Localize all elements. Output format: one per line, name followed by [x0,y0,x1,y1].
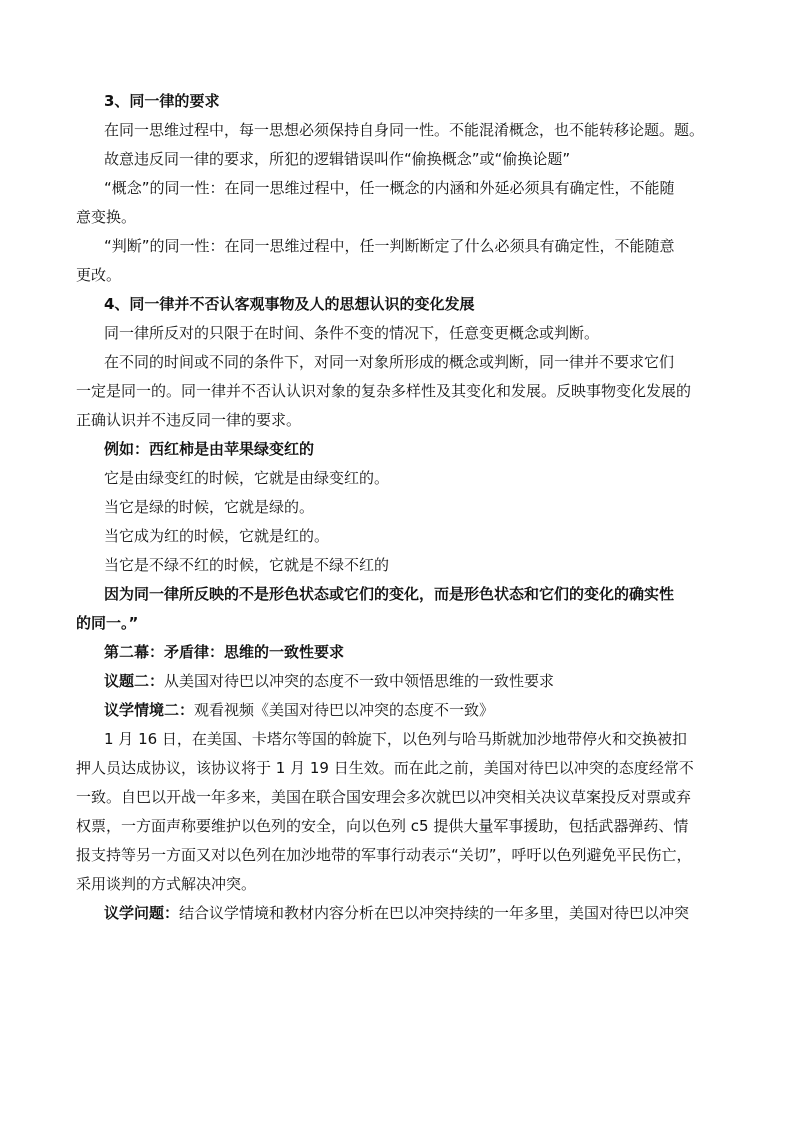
example-line-1: 它是由绿变红的时候，它就是由绿变红的。 [104,469,390,487]
section4-paragraph-2-line-1: 在不同的时间或不同的条件下，对同一对象所形成的概念或判断，同一律并不要求它们 [104,353,675,371]
section4-paragraph-2-line-3: 正确认识并不违反同一律的要求。 [76,411,302,429]
section4-paragraph-1: 同一律所反对的只限于在时间、条件不变的情况下，任意变更概念或判断。 [104,324,600,342]
act2-scenario [76,697,726,723]
act2-topic [76,668,726,694]
example-conclusion-line-1: 因为同一律所反映的不是形色状态或它们的变化，而是形色状态和它们的变化的确实性 [104,585,675,603]
section3-paragraph-1: 在同一思维过程中，每一思想必须保持自身同一性。不能混淆概念，也不能转移论题。题。 [104,121,705,139]
section3-paragraph-4-line-1: “判断”的同一性：在同一思维过程中，任一判断断定了什么必须具有确定性，不能随意 [104,237,675,255]
example-conclusion-line-2: 的同一。” [76,614,139,632]
act2-heading: 第二幕：矛盾律：思维的一致性要求 [104,643,345,661]
section3-paragraph-3-line-2: 意变换。 [76,208,137,226]
section4-paragraph-2-line-2: 一定是同一的。同一律并不否认认识对象的复杂多样性及其变化和发展。反映事物变化发展的 [76,382,692,400]
example-line-2: 当它是绿的时候，它就是绿的。 [104,498,315,516]
act2-topic-label: 议题二： [104,672,165,690]
document-page [76,88,726,929]
example-heading: 例如：西红柿是由苹果绿变红的 [104,440,315,458]
example-line-4: 当它是不绿不红的时候，它就是不绿不红的 [104,556,390,574]
act2-paragraph-line-6: 采用谈判的方式解决冲突。 [76,875,257,893]
act2-topic-text: 从美国对待巴以冲突的态度不一致中领悟思维的一致性要求 [164,672,555,690]
act2-scenario-label: 议学情境二： [104,701,195,719]
section4-heading: 4、同一律并不否认客观事物及人的思想认识的变化发展 [104,295,475,313]
act2-paragraph-line-5: 报支持等另一方面又对以色列在加沙地带的军事行动表示“关切”，呼吁以色列避免平民伤亡， [76,846,692,864]
section3-paragraph-4-line-2: 更改。 [76,266,122,284]
act2-question-label: 议学问题： [104,904,180,922]
section3-paragraph-3-line-1: “概念”的同一性：在同一思维过程中，任一概念的内涵和外延必须具有确定性，不能随 [104,179,675,197]
example-line-3: 当它成为红的时候，它就是红的。 [104,527,330,545]
act2-question-text: 结合议学情境和教材内容分析在巴以冲突持续的一年多里，美国对待巴以冲突 [179,904,690,922]
section3-heading: 3、同一律的要求 [104,92,220,110]
act2-question [76,900,726,926]
act2-paragraph-line-2: 押人员达成协议，该协议将于 1 月 19 日生效。而在此之前，美国对待巴以冲突的态度经常不 [76,759,694,777]
section3-paragraph-2: 故意违反同一律的要求，所犯的逻辑错误叫作“偷换概念”或“偷换论题” [104,150,571,168]
act2-paragraph-line-1: 1 月 16 日，在美国、卡塔尔等国的斡旋下，以色列与哈马斯就加沙地带停火和交换被扣 [104,730,687,748]
act2-paragraph-line-4: 权票，一方面声称要维护以色列的安全，向以色列 c5 提供大量军事援助，包括武器弹药、情 [76,817,689,835]
act2-scenario-text: 观看视频《美国对待巴以冲突的态度不一致》 [194,701,495,719]
act2-paragraph-line-3: 一致。自巴以开战一年多来，美国在联合国安理会多次就巴以冲突相关决议草案投反对票或弃 [76,788,692,806]
